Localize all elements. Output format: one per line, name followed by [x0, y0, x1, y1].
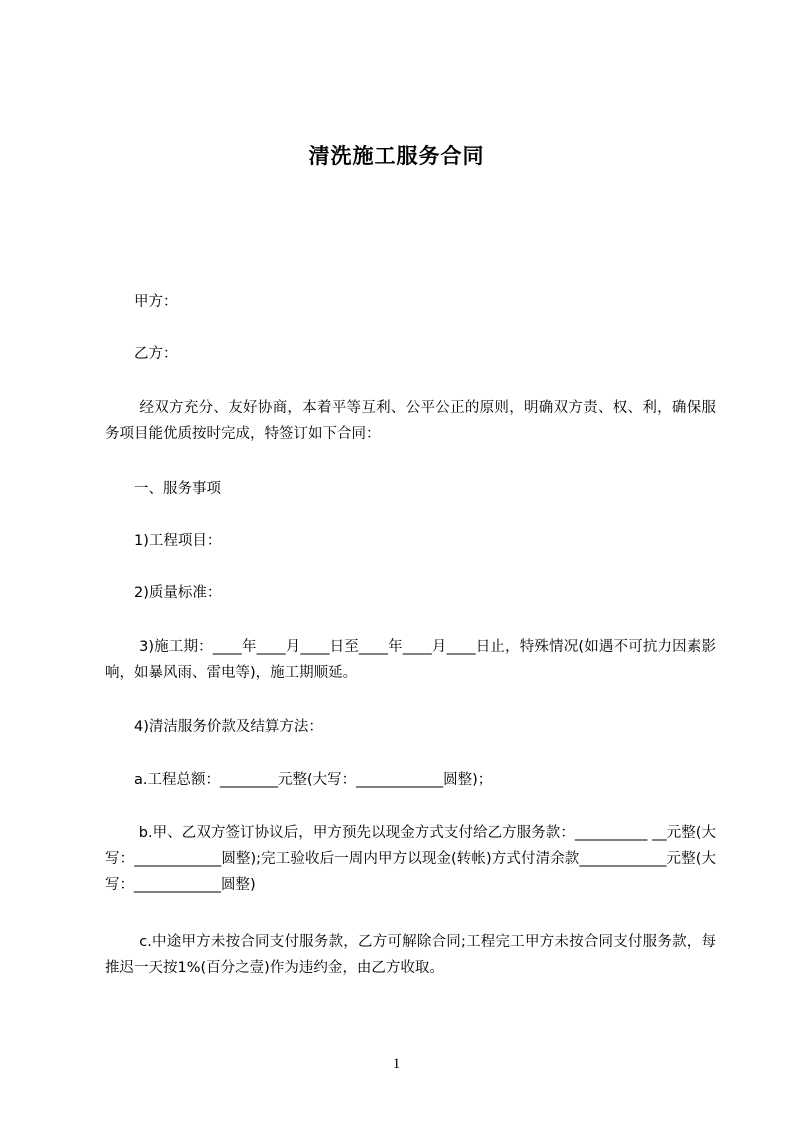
preamble-paragraph: 经双方充分、友好协商，本着平等互利、公平公正的原则，明确双方责、权、利，确保服务项目能优质按时完成，特签订如下合同：: [105, 400, 716, 442]
item-project: 1)工程项目：: [105, 533, 222, 549]
item-quality-standard: 2)质量标准：: [105, 585, 222, 601]
clause-b-payment: b.甲、乙双方签订协议后，甲方预先以现金方式支付给乙方服务款：__________ __元整(大写：____________圆整);完工验收后一周内甲方以现金(转帐)方式付清余款____________元整(大写：____________圆整): [105, 825, 716, 893]
clause-a-total-amount: a.工程总额：________元整(大写：____________圆整)；: [105, 772, 493, 788]
party-b-line: 乙方：: [105, 346, 178, 362]
item-construction-period: 3)施工期：____年____月____日至____年____月____日止，特殊情况(如遇不可抗力因素影响，如暴风雨、雷电等)，施工期顺延。: [105, 639, 716, 681]
party-a-line: 甲方：: [105, 294, 178, 310]
page-number: 1: [392, 1056, 401, 1072]
section-heading-service-items: 一、服务事项: [105, 481, 221, 497]
contract-title: 清洗施工服务合同: [308, 144, 485, 168]
item-price-settlement: 4)清洁服务价款及结算方法：: [105, 719, 323, 735]
clause-c-breach: c.中途甲方未按合同支付服务款，乙方可解除合同;工程完工甲方未按合同支付服务款，每推迟一天按1%(百分之壹)作为违约金，由乙方收取。: [105, 934, 716, 976]
